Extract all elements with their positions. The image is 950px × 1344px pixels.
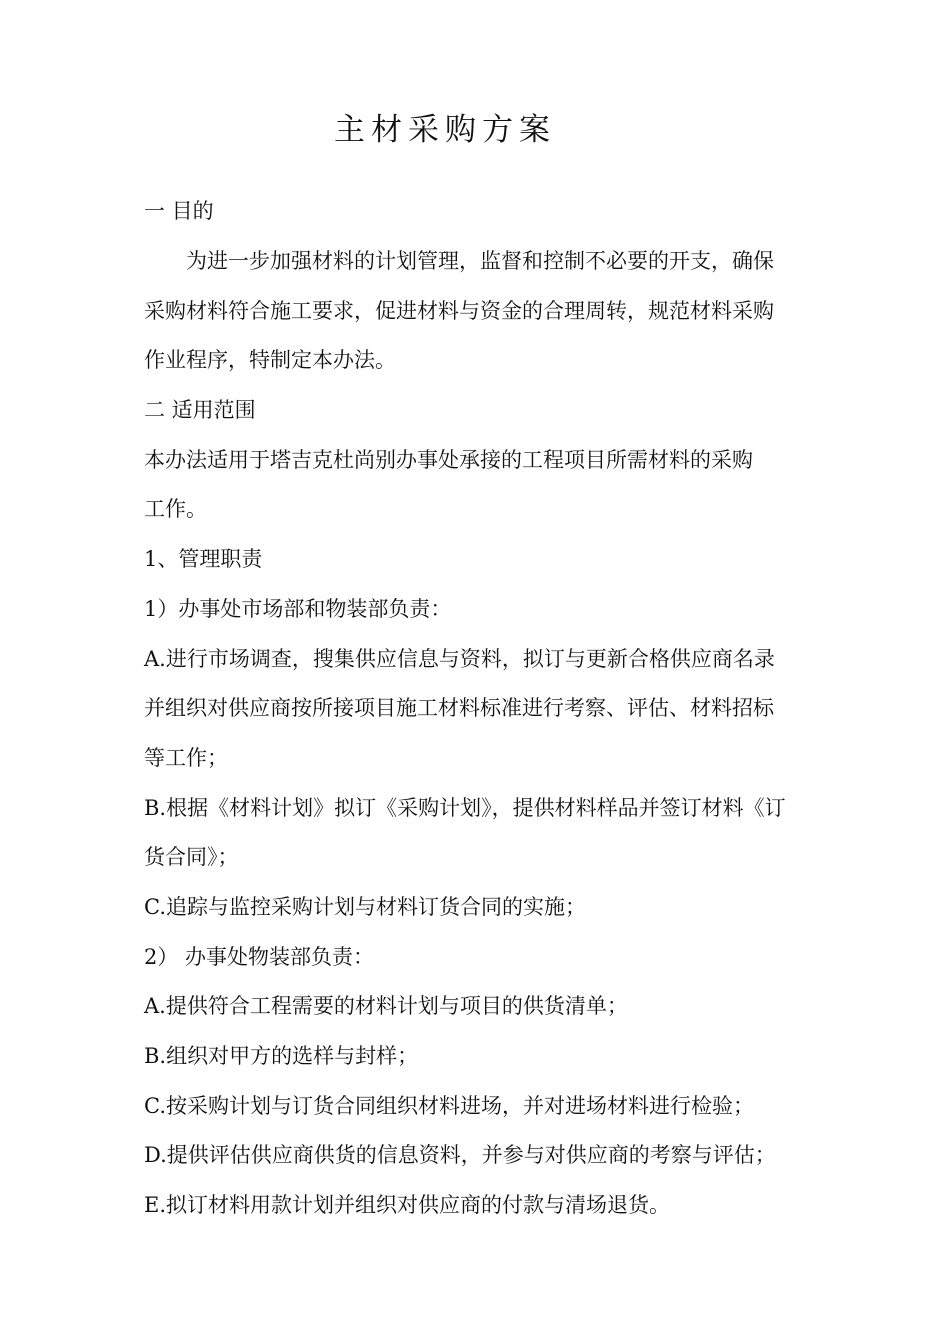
list-item-line: 货合同》； [144,845,239,869]
list-item-line: C.追踪与监控采购计划与材料订货合同的实施； [144,895,586,919]
list-item-line: A.提供符合工程需要的材料计划与项目的供货清单； [144,994,628,1018]
list-heading: 2） 办事处物装部负责： [144,945,375,969]
paragraph-line: 采购材料符合施工要求，促进材料与资金的合理周转，规范材料采购 [144,299,774,323]
list-heading: 1）办事处市场部和物装部负责： [144,597,452,621]
document-title: 主材采购方案 [334,112,556,148]
paragraph-line: 为进一步加强材料的计划管理，监督和控制不必要的开支，确保 [186,249,774,273]
list-item-line: B.根据《材料计划》拟订《采购计划》，提供材料样品并签订材料《订 [144,796,786,820]
subsection-heading-responsibilities: 1、管理职责 [144,547,263,571]
list-item-line: D.提供评估供应商供货的信息资料，并参与对供应商的考察与评估； [144,1143,776,1167]
section-heading-purpose: 一 目的 [144,199,214,223]
list-item-line: A.进行市场调查，搜集供应信息与资料，拟订与更新合格供应商名录 [144,647,775,671]
list-item-line: 等工作； [144,746,228,770]
list-item-line: E.拟订材料用款计划并组织对供应商的付款与清场退货。 [144,1193,671,1217]
section-heading-scope: 二 适用范围 [144,398,256,422]
paragraph-line: 工作。 [144,497,207,521]
list-item-line: C.按采购计划与订货合同组织材料进场，并对进场材料进行检验； [144,1094,754,1118]
paragraph-line: 本办法适用于塔吉克杜尚别办事处承接的工程项目所需材料的采购 [144,448,753,472]
list-item-line: B.组织对甲方的选样与封样； [144,1044,419,1068]
list-item-line: 并组织对供应商按所接项目施工材料标准进行考察、评估、材料招标 [144,696,774,720]
paragraph-line: 作业程序，特制定本办法。 [144,348,396,372]
